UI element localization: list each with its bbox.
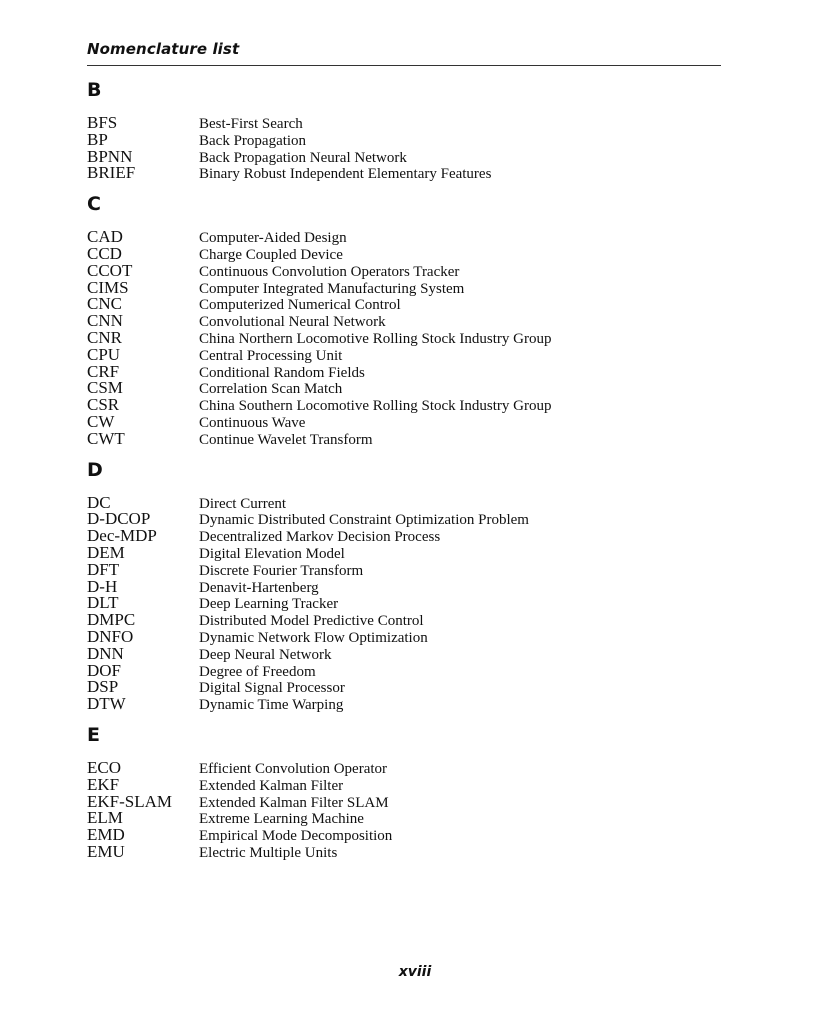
list-item — [87, 296, 721, 313]
section-letter: B — [87, 79, 102, 101]
abbreviation: BP — [87, 129, 108, 149]
definition: Computer Integrated Manufacturing System — [199, 280, 465, 297]
section-letter: C — [87, 193, 101, 216]
list-item — [87, 559, 721, 579]
list-item — [87, 511, 721, 528]
list-item — [87, 696, 721, 713]
definition: Deep Learning Tracker — [199, 596, 339, 613]
abbreviation: EMU — [87, 841, 125, 861]
list-item — [87, 361, 721, 381]
definition: Extreme Learning Machine — [199, 811, 364, 828]
section-c — [87, 192, 721, 447]
abbreviation: DNFO — [87, 626, 134, 646]
definition: Charge Coupled Device — [199, 246, 343, 263]
definition: Correlation Scan Match — [199, 381, 343, 398]
abbreviation: D-H — [87, 576, 118, 596]
definition: Central Processing Unit — [199, 347, 343, 364]
definition: Digital Elevation Model — [199, 545, 345, 562]
page-header — [87, 38, 721, 66]
list-item — [87, 774, 721, 794]
definition: Continuous Convolution Operators Tracker — [199, 263, 460, 280]
list-item — [87, 229, 721, 246]
list-item — [87, 612, 721, 629]
nomenclature-list — [87, 78, 721, 861]
definition: Continuous Wave — [199, 414, 306, 431]
definition: Degree of Freedom — [199, 663, 316, 680]
list-item — [87, 827, 721, 844]
definition: Dynamic Time Warping — [199, 697, 344, 714]
list-item — [87, 115, 721, 132]
definition: Efficient Convolution Operator — [199, 760, 388, 777]
section-e — [87, 723, 721, 861]
definition: Digital Signal Processor — [199, 680, 345, 697]
page-title: Nomenclature list — [87, 40, 240, 58]
definition: China Northern Locomotive Rolling Stock Industry Group — [199, 330, 552, 347]
abbreviation: EKF-SLAM — [87, 791, 173, 811]
definition: Binary Robust Independent Elementary Features — [199, 166, 492, 183]
list-item — [87, 660, 721, 680]
definition: Extended Kalman Filter SLAM — [199, 794, 389, 811]
definition: Extended Kalman Filter — [199, 777, 344, 794]
abbreviation: ELM — [87, 808, 123, 828]
list-item — [87, 146, 721, 166]
list-item — [87, 626, 721, 646]
list-item — [87, 277, 721, 297]
abbreviation: BPNN — [87, 146, 133, 166]
abbreviation: DLT — [87, 593, 119, 613]
definition: Conditional Random Fields — [199, 364, 365, 381]
list-item — [87, 528, 721, 545]
definition: Dynamic Network Flow Optimization — [199, 629, 428, 646]
definition: Discrete Fourier Transform — [199, 562, 364, 579]
abbreviation: CNC — [87, 294, 122, 314]
definition: Direct Current — [199, 495, 287, 512]
list-item — [87, 576, 721, 596]
list-item — [87, 643, 721, 663]
abbreviation: DC — [87, 492, 111, 512]
abbreviation: EMD — [87, 825, 125, 845]
abbreviation: CNN — [87, 311, 123, 331]
abbreviation: CW — [87, 411, 115, 431]
definition: Dynamic Distributed Constraint Optimization Problem — [199, 512, 529, 529]
abbreviation: DNN — [87, 643, 124, 663]
list-item — [87, 313, 721, 330]
abbreviation: CCD — [87, 243, 122, 263]
abbreviation: D-DCOP — [87, 509, 151, 529]
definition: Denavit-Hartenberg — [199, 579, 319, 596]
list-item — [87, 428, 721, 448]
list-item — [87, 757, 721, 777]
definition: Best-First Search — [199, 116, 303, 132]
list-item — [87, 129, 721, 149]
abbreviation: CRF — [87, 361, 120, 381]
abbreviation: CNR — [87, 327, 122, 347]
abbreviation: CSM — [87, 378, 123, 398]
list-item — [87, 165, 721, 182]
section-d — [87, 458, 721, 713]
list-item — [87, 327, 721, 347]
abbreviation: CPU — [87, 344, 121, 364]
list-item — [87, 243, 721, 263]
list-item — [87, 260, 721, 280]
abbreviation: BRIEF — [87, 163, 136, 183]
abbreviation: DFT — [87, 559, 120, 579]
list-item — [87, 595, 721, 612]
abbreviation: CIMS — [87, 277, 129, 297]
abbreviation: Dec-MDP — [87, 526, 157, 546]
list-item — [87, 791, 721, 811]
abbreviation: ECO — [87, 757, 121, 777]
list-item — [87, 492, 721, 512]
list-item — [87, 679, 721, 696]
list-item — [87, 411, 721, 431]
list-item — [87, 542, 721, 562]
definition: Back Propagation — [199, 132, 307, 149]
definition: Decentralized Markov Decision Process — [199, 529, 441, 546]
list-item — [87, 810, 721, 827]
abbreviation: CSR — [87, 395, 120, 415]
definition: Convolutional Neural Network — [199, 314, 386, 331]
abbreviation: DMPC — [87, 610, 136, 630]
abbreviation: DTW — [87, 694, 126, 714]
list-item — [87, 380, 721, 397]
abbreviation: DEM — [87, 542, 125, 562]
section-b — [87, 78, 721, 182]
definition: Continue Wavelet Transform — [199, 431, 373, 448]
abbreviation: DOF — [87, 660, 122, 680]
abbreviation: DSP — [87, 677, 119, 697]
list-item — [87, 344, 721, 364]
definition: Computer-Aided Design — [199, 230, 347, 247]
abbreviation: BFS — [87, 113, 118, 132]
section-letter: E — [87, 723, 100, 746]
definition: Back Propagation Neural Network — [199, 149, 407, 166]
definition: Distributed Model Predictive Control — [199, 613, 424, 630]
abbreviation: EKF — [87, 774, 120, 794]
abbreviation: CAD — [87, 227, 123, 247]
abbreviation: CWT — [87, 428, 125, 448]
list-item — [87, 841, 721, 861]
list-item — [87, 397, 721, 414]
definition: China Southern Locomotive Rolling Stock Industry Group — [199, 398, 552, 415]
page-number: xviii — [398, 964, 432, 980]
definition: Deep Neural Network — [199, 646, 332, 663]
section-letter: D — [87, 458, 103, 481]
abbreviation: CCOT — [87, 260, 133, 280]
definition: Computerized Numerical Control — [199, 297, 401, 314]
definition: Electric Multiple Units — [199, 844, 338, 861]
definition: Empirical Mode Decomposition — [199, 828, 393, 845]
